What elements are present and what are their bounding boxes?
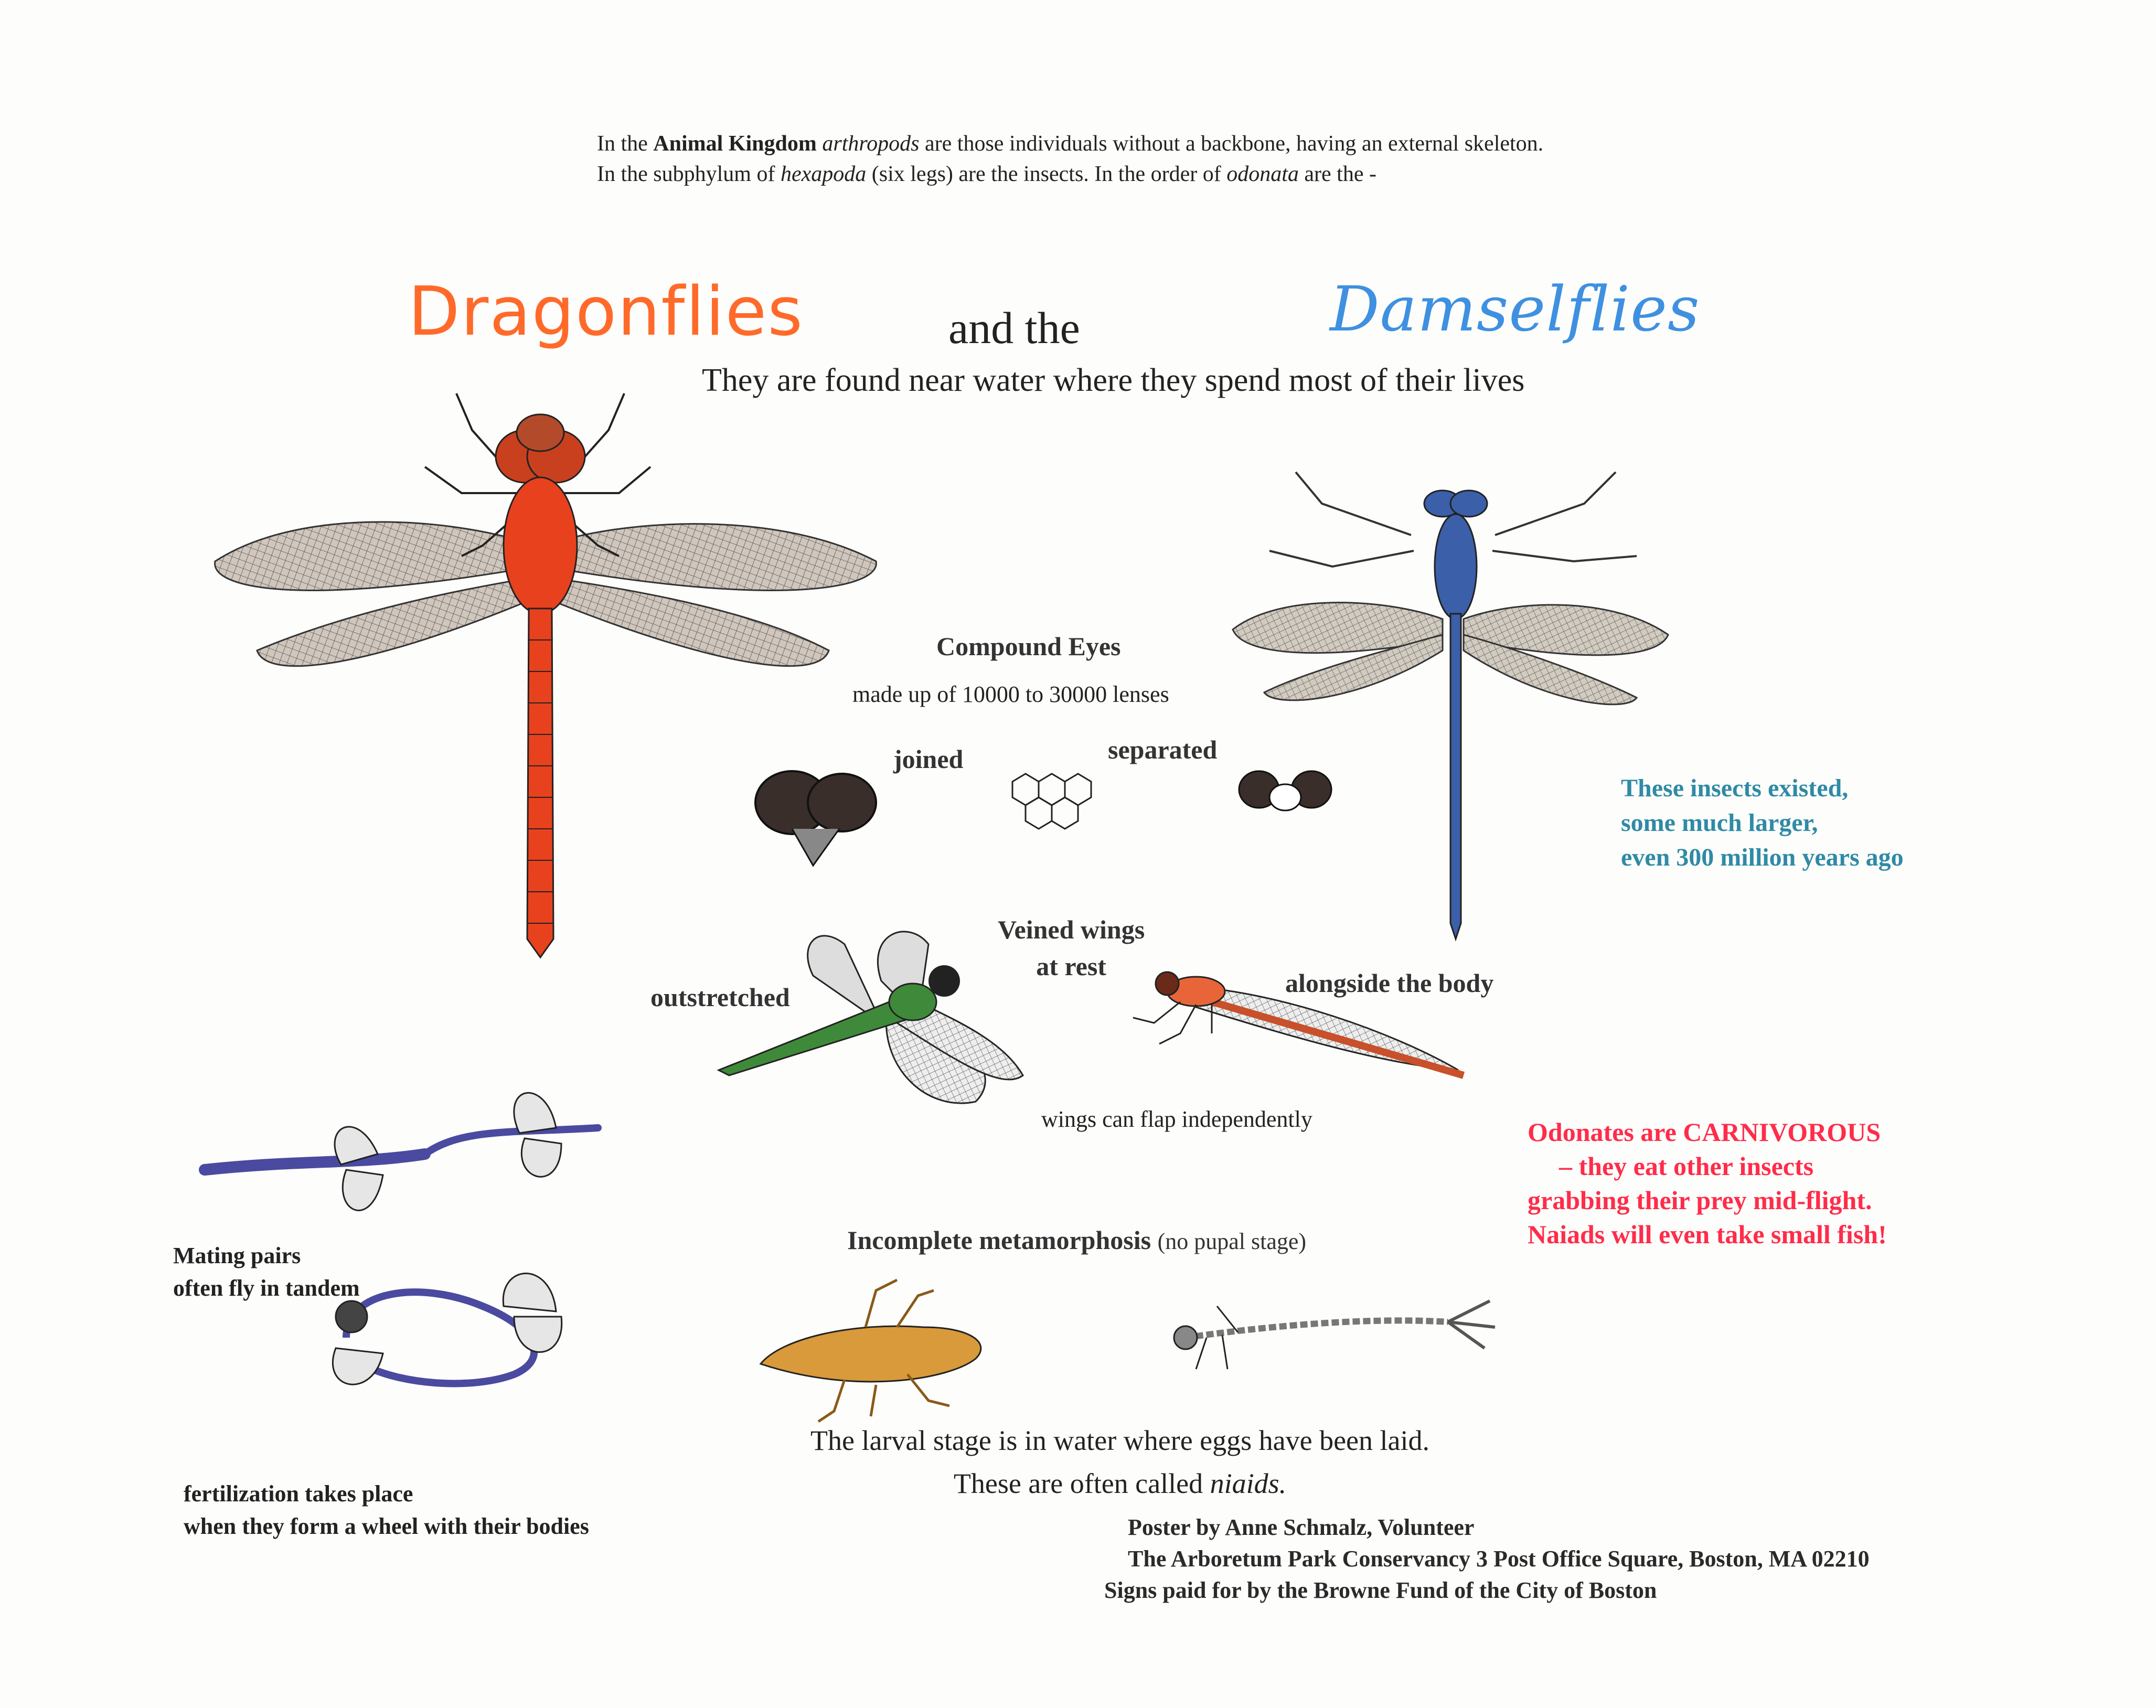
compound-eyes-subtitle: made up of 10000 to 30000 lenses	[852, 681, 1169, 707]
intro-paragraph	[597, 129, 1552, 189]
wings-flap-text: wings can flap independently	[1041, 1106, 1312, 1132]
compound-eyes-title: Compound Eyes	[936, 632, 1121, 661]
subtitle: They are found near water where they spend most of their lives	[702, 362, 1525, 398]
metamorphosis-note: (no pupal stage)	[1157, 1229, 1307, 1254]
outstretched-label: outstretched	[650, 983, 790, 1012]
mating-tandem-illustration	[199, 1075, 609, 1243]
intro-text: are the -	[1298, 162, 1376, 186]
metamorphosis-title	[847, 1225, 1306, 1255]
blue-damselfly-illustration	[1228, 462, 1679, 944]
intro-hexapoda: hexapoda	[780, 162, 867, 186]
carnivorous-line: Naiads will even take small fish!	[1528, 1220, 1887, 1249]
carnivorous-line: – they eat other insects	[1559, 1151, 1814, 1181]
history-line: some much larger,	[1621, 809, 1818, 837]
intro-text: are those individuals without a backbone, having an external skeleton. In the subphylum of	[597, 132, 1544, 186]
history-line: even 300 million years ago	[1621, 844, 1904, 871]
fertilization-line: fertilization takes place	[184, 1481, 413, 1507]
larval-text	[779, 1419, 1461, 1505]
mating-wheel-illustration	[315, 1259, 609, 1406]
mating-line: often fly in tandem	[173, 1275, 360, 1301]
larval-line: The larval stage is in water where eggs have been laid.	[810, 1425, 1429, 1456]
damselfly-naiad-illustration	[1154, 1290, 1500, 1385]
carnivorous-text	[1528, 1115, 1887, 1252]
metamorphosis-title-text: Incomplete metamorphosis	[847, 1225, 1151, 1255]
intro-animal-kingdom: Animal Kingdom	[653, 132, 817, 156]
intro-text: (six legs) are the insects. In the order of	[866, 162, 1227, 186]
credits-author: Poster by Anne Schmalz, Volunteer	[1128, 1514, 1475, 1540]
alongside-label: alongside the body	[1285, 968, 1494, 998]
veined-wings-line: Veined wings	[998, 915, 1145, 944]
joined-eyes-icon	[750, 766, 881, 871]
damselflies-title: Damselflies	[1330, 273, 1700, 345]
intro-odonata: odonata	[1226, 162, 1299, 186]
intro-text: In the	[597, 132, 654, 156]
credits-organization: The Arboretum Park Conservancy 3 Post Office Square, Boston, MA 02210	[1128, 1546, 1870, 1572]
larval-line	[779, 1462, 1461, 1505]
red-dragonfly-illustration	[199, 388, 892, 965]
dragonfly-naiad-illustration	[750, 1280, 1002, 1427]
and-the-text: and the	[948, 303, 1080, 353]
veined-wings-line: at rest	[1036, 952, 1106, 981]
carnivorous-line: grabbing their prey mid-flight.	[1528, 1186, 1872, 1215]
joined-label: joined	[893, 744, 964, 774]
separated-label: separated	[1108, 735, 1218, 764]
credits-funding: Signs paid for by the Browne Fund of the City of Boston	[1104, 1577, 1657, 1603]
lens-hexagon-icon	[997, 755, 1112, 850]
history-text	[1621, 771, 1999, 875]
larval-niaids: niaids.	[1210, 1468, 1287, 1499]
history-line: These insects existed,	[1621, 774, 1849, 802]
dragonflies-title: Dragonflies	[408, 273, 804, 351]
orange-damselfly-illustration	[1123, 944, 1474, 1091]
fertilization-line: when they form a wheel with their bodies	[184, 1513, 589, 1539]
larval-text-part: These are often called	[953, 1468, 1210, 1499]
separated-eyes-icon	[1238, 761, 1332, 824]
intro-arthropods: arthropods	[822, 132, 920, 156]
mating-line: Mating pairs	[173, 1243, 301, 1268]
green-dragonfly-illustration	[708, 913, 1049, 1123]
carnivorous-line: Odonates are CARNIVOROUS	[1528, 1117, 1881, 1147]
fertilization-text	[184, 1478, 589, 1543]
credits	[1104, 1512, 1870, 1606]
